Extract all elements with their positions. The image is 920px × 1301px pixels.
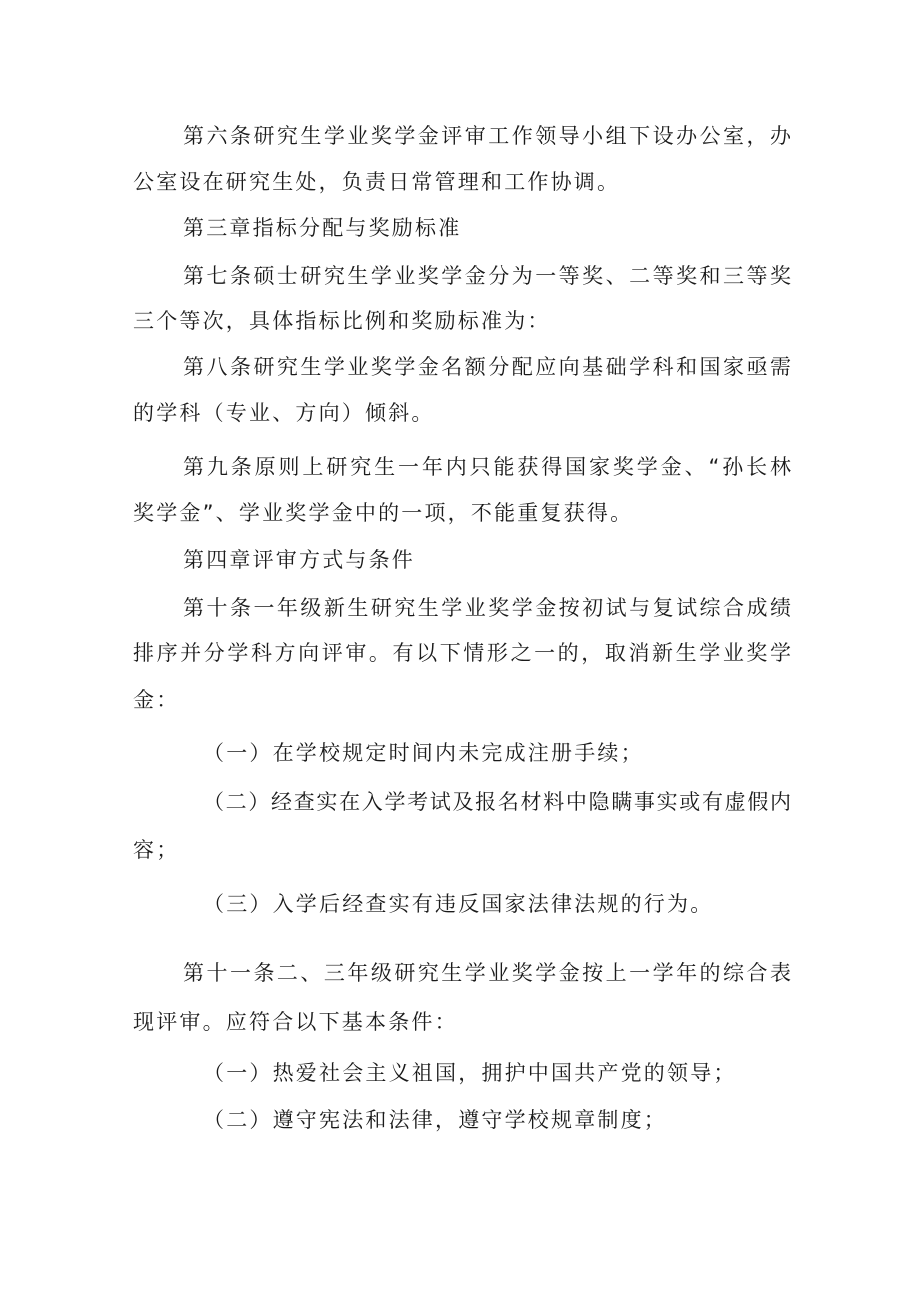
- article-9-line-1: 第九条原则上研究生一年内只能获得国家奖学金、“孙长林: [183, 455, 791, 479]
- article-10-item-2-line-1: （二）经查实在入学考试及报名材料中隐瞒事实或有虚假内: [203, 790, 791, 814]
- article-11-line-2: 现评审。应符合以下基本条件：: [133, 1010, 458, 1034]
- article-10-item-3: （三）入学后经查实有违反国家法律法规的行为。: [203, 892, 714, 916]
- article-10-line-2: 排序并分学科方向评审。有以下情形之一的，取消新生学业奖学: [133, 641, 791, 665]
- article-9-line-2: 奖学金”、学业奖学金中的一项，不能重复获得。: [133, 501, 634, 525]
- article-11-item-1: （一）热爱社会主义祖国，拥护中国共产党的领导；: [203, 1061, 737, 1085]
- chapter-3-heading: 第三章指标分配与奖励标准: [183, 216, 462, 240]
- article-10-item-2-line-2: 容；: [133, 838, 180, 862]
- article-10-line-1: 第十条一年级新生研究生学业奖学金按初试与复试综合成绩: [183, 596, 791, 620]
- article-6-line-1: 第六条研究生学业奖学金评审工作领导小组下设办公室，办: [183, 124, 791, 148]
- article-8-line-1: 第八条研究生学业奖学金名额分配应向基础学科和国家亟需: [183, 355, 791, 379]
- article-11-item-2: （二）遵守宪法和法律，遵守学校规章制度；: [203, 1108, 667, 1132]
- chapter-4-heading: 第四章评审方式与条件: [183, 548, 415, 572]
- article-7-line-1: 第七条硕士研究生学业奖学金分为一等奖、二等奖和三等奖: [183, 264, 791, 288]
- article-10-line-3: 金：: [133, 688, 180, 712]
- article-6-line-2: 公室设在研究生处，负责日常管理和工作协调。: [133, 170, 621, 194]
- article-10-item-1: （一）在学校规定时间内未完成注册手续；: [203, 741, 644, 765]
- article-11-line-1: 第十一条二、三年级研究生学业奖学金按上一学年的综合表: [183, 961, 791, 985]
- article-7-line-2: 三个等次，具体指标比例和奖励标准为：: [133, 309, 551, 333]
- article-8-line-2: 的学科（专业、方向）倾斜。: [133, 401, 435, 425]
